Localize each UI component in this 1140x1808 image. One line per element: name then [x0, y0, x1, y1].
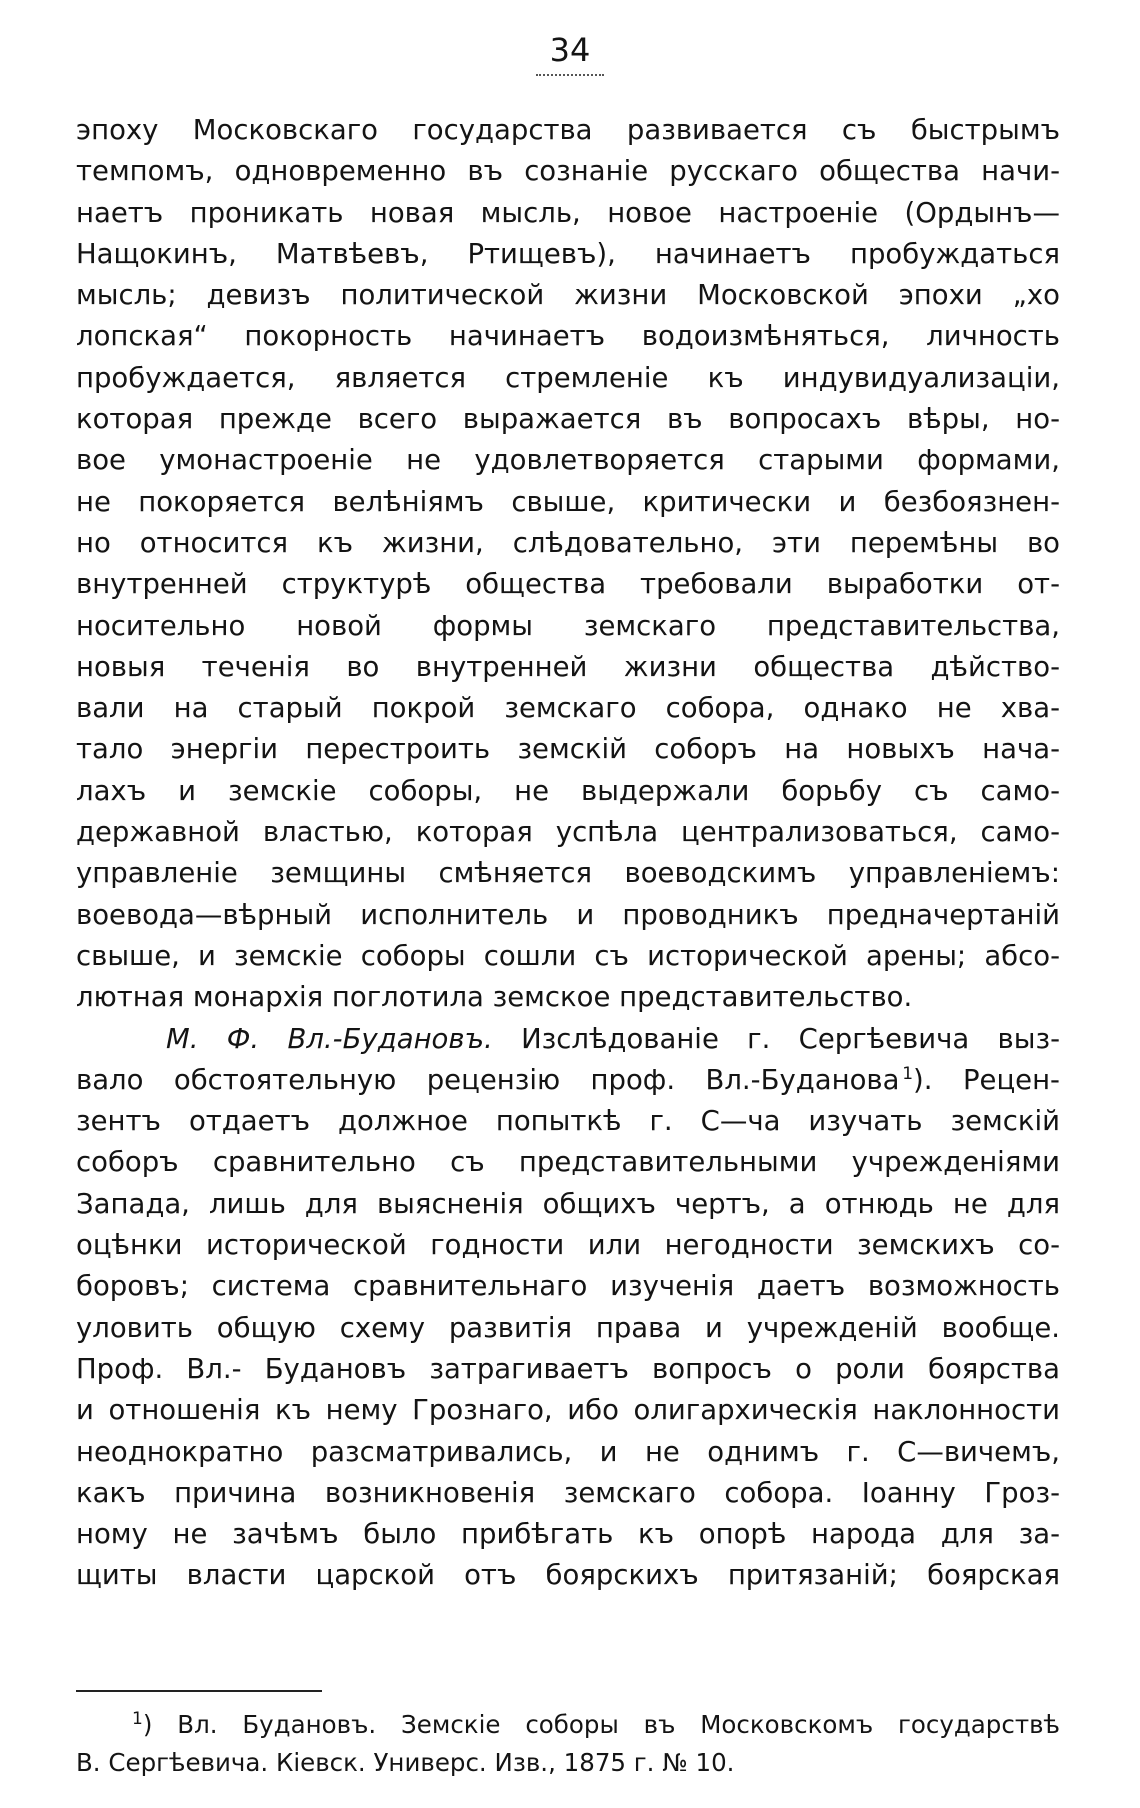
paragraph-1-line: внутренней структурѣ общества требовали выработки от- — [76, 568, 1060, 601]
author-name: М. Ф. Вл.-Будановъ. — [166, 1022, 493, 1055]
paragraph-1-line: темпомъ, одновременно въ сознаніе русскаго общества начи- — [76, 155, 1060, 188]
paragraph-1-line: носительно новой формы земскаго представительства, — [76, 609, 1060, 642]
paragraph-1-line: но относится къ жизни, слѣдовательно, эти перемѣны во — [76, 526, 1060, 559]
paragraph-1-line: державной властью, которая успѣла централизоваться, само- — [76, 816, 1060, 849]
paragraph-2-line: соборъ сравнительно съ представительными учрежденіями — [76, 1146, 1060, 1179]
footnote-line-2: В. Сергѣевича. Кіевск. Универс. Изв., 1875 г. № 10. — [76, 1748, 735, 1777]
paragraph-1-line: свыше, и земскіе соборы сошли съ исторической арены; абсо- — [76, 939, 1060, 972]
paragraph-1-line: управленіе земщины смѣняется воеводскимъ управленіемъ: — [76, 857, 1060, 890]
paragraph-2-rest — [76, 1101, 1060, 1597]
paragraph-2-line: ному не зачѣмъ было прибѣгать къ опорѣ народа для за- — [76, 1518, 1060, 1551]
paragraph-2-line-2-end: ). Рецен- — [913, 1063, 1060, 1096]
paragraph-1-line: тало энергіи перестроить земскій соборъ на новыхъ нача- — [76, 733, 1060, 766]
paragraph-1-line: Нащокинъ, Матвѣевъ, Ртищевъ), начинаетъ пробуждаться — [76, 237, 1060, 270]
paragraph-1-line: мысль; девизъ политической жизни Московской эпохи „хо — [76, 279, 1060, 312]
footnote-reference: 1 — [902, 1063, 914, 1084]
paragraph-2-line-2-text: вало обстоятельную рецензію проф. Вл.-Буданова — [76, 1063, 900, 1096]
paragraph-1-line: новыя теченія во внутренней жизни общества дѣйство- — [76, 650, 1060, 683]
paragraph-1-line: пробуждается, является стремленіе къ индувидуализаціи, — [76, 361, 1060, 394]
paragraph-2-line: уловить общую схему развитія права и учрежденій вообще. — [76, 1311, 1060, 1344]
footnote-marker: 1 — [132, 1708, 143, 1729]
paragraph-2-line-1 — [76, 1019, 1060, 1060]
paragraph-1-line: воевода—вѣрный исполнитель и проводникъ предначертаній — [76, 898, 1060, 931]
paragraph-1-line: лопская“ покорность начинаетъ водоизмѣняться, личность — [76, 320, 1060, 353]
paragraph-2 — [76, 1019, 1060, 1597]
paragraph-1 — [76, 110, 1060, 1019]
paragraph-2-line: и отношенія къ нему Грознаго, ибо олигархическія наклонности — [76, 1394, 1060, 1427]
page-number-text: 34 — [536, 30, 605, 76]
footnote-line-1-text: ) Вл. Будановъ. Земскіе соборы въ Московскомъ государствѣ — [142, 1710, 1060, 1739]
paragraph-2-line: оцѣнки исторической годности или негодности земскихъ со- — [76, 1229, 1060, 1262]
page-number — [0, 30, 1140, 76]
footnotes — [76, 1706, 1060, 1782]
footnote-line-1 — [76, 1706, 1060, 1744]
paragraph-2-line: Проф. Вл.- Будановъ затрагиваетъ вопросъ о роли боярства — [76, 1352, 1060, 1385]
paragraph-2-line: боровъ; система сравнительнаго изученія даетъ возможность — [76, 1270, 1060, 1303]
paragraph-2-line-2 — [76, 1060, 1060, 1101]
paragraph-1-line: вали на старый покрой земскаго собора, однако не хва- — [76, 692, 1060, 725]
paragraph-2-line: зентъ отдаетъ должное попыткѣ г. С—ча изучать земскій — [76, 1105, 1060, 1138]
paragraph-1-line: вое умонастроеніе не удовлетворяется старыми формами, — [76, 444, 1060, 477]
paragraph-1-line: лахъ и земскіе соборы, не выдержали борьбу съ само- — [76, 774, 1060, 807]
paragraph-1-line: не покоряется велѣніямъ свыше, критически и безбоязнен- — [76, 485, 1060, 518]
paragraph-2-line: щиты власти царской отъ боярскихъ притязаній; боярская — [76, 1559, 1060, 1592]
paragraph-1-line: эпоху Московскаго государства развивается съ быстрымъ — [76, 114, 1060, 146]
paragraph-1-line: наетъ проникать новая мысль, новое настроеніе (Ордынъ— — [76, 196, 1060, 229]
paragraph-1-line: которая прежде всего выражается въ вопросахъ вѣры, но- — [76, 403, 1060, 436]
paragraph-2-line-1-text: Изслѣдованіе г. Сергѣевича выз- — [521, 1022, 1060, 1055]
paragraph-1-line: лютная монархія поглотила земское представительство. — [76, 981, 913, 1014]
paragraph-2-line: неоднократно разсматривались, и не однимъ г. С—вичемъ, — [76, 1435, 1060, 1468]
footnote-separator — [76, 1690, 322, 1692]
body-text — [76, 110, 1060, 1597]
paragraph-2-line: Запада, лишь для выясненія общихъ чертъ, а отнюдь не для — [76, 1187, 1060, 1220]
paragraph-2-line: какъ причина возникновенія земскаго собора. Іоанну Гроз- — [76, 1476, 1060, 1509]
